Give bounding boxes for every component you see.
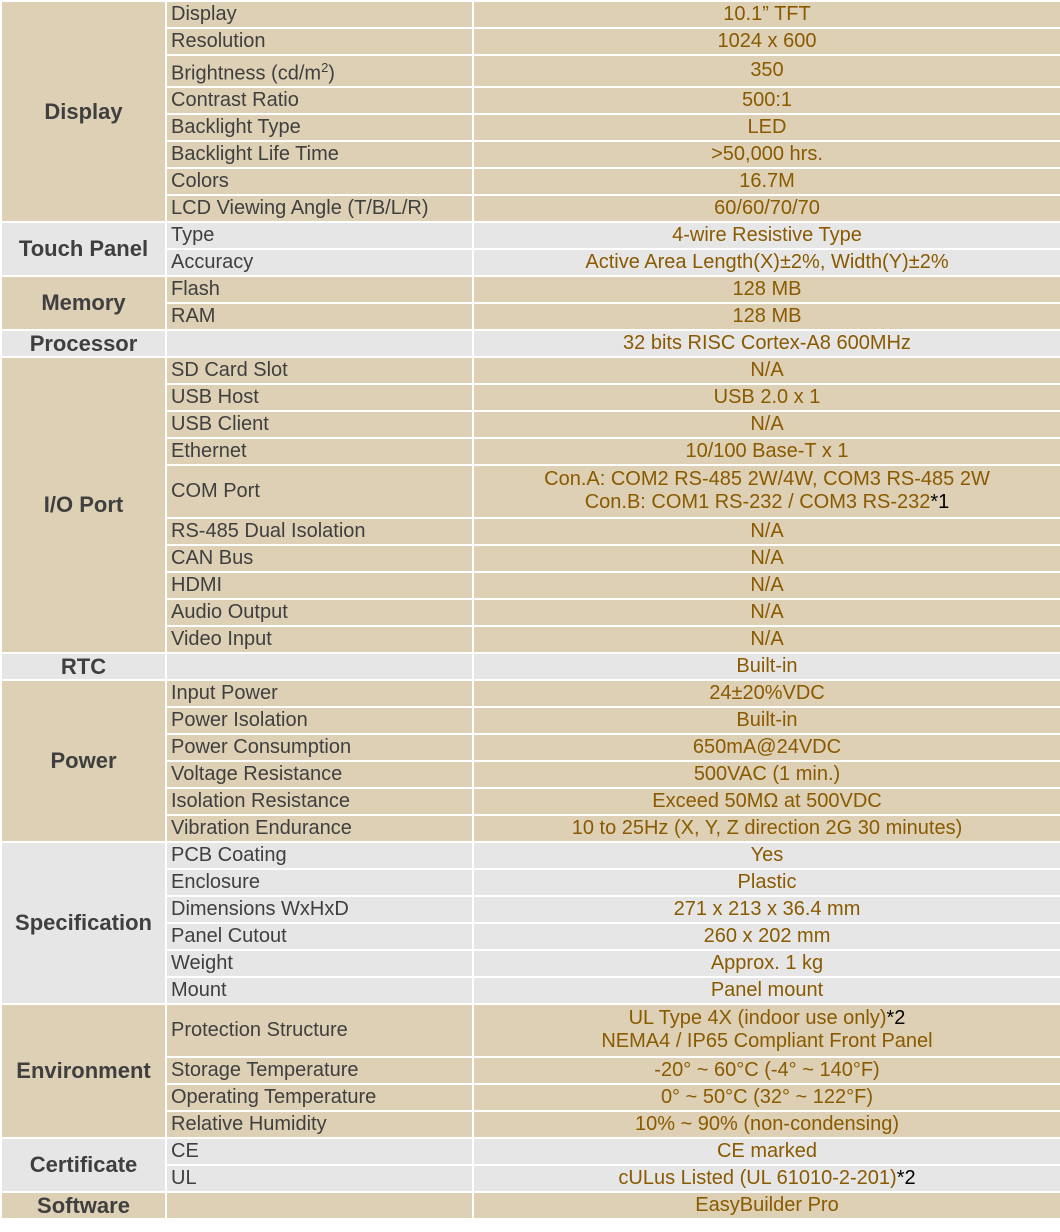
spec-value-text: 271 x 213 x 36.4 mm — [673, 897, 861, 920]
spec-label: Voltage Resistance — [166, 761, 473, 788]
spec-row — [1, 680, 1060, 707]
spec-value — [473, 923, 1060, 950]
spec-label: Mount — [166, 977, 473, 1004]
spec-value — [473, 842, 1060, 869]
spec-value-text: LED — [747, 115, 787, 138]
spec-value-text: 32 bits RISC Cortex-A8 600MHz — [623, 331, 911, 354]
spec-label-suffix: ) — [328, 62, 335, 85]
spec-label-text: Brightness (cd/m — [171, 62, 322, 85]
footnote-marker: *2 — [896, 1166, 916, 1189]
spec-label: Power Consumption — [166, 734, 473, 761]
spec-value-text: N/A — [750, 600, 784, 623]
spec-value — [473, 411, 1060, 438]
spec-value — [473, 55, 1060, 87]
spec-value-line — [478, 1030, 1056, 1053]
spec-label: Operating Temperature — [166, 1084, 473, 1111]
spec-value — [473, 357, 1060, 384]
spec-value-text: Built-in — [736, 654, 798, 677]
spec-value-text: cULus Listed (UL 61010-2-201) — [618, 1166, 897, 1189]
spec-row — [1, 1192, 1060, 1219]
spec-value-text: 500:1 — [741, 88, 793, 111]
spec-value-text: N/A — [750, 358, 784, 381]
category-i-o-port: I/O Port — [1, 357, 166, 653]
spec-value-text: 500VAC (1 min.) — [693, 762, 841, 785]
spec-label: Dimensions WxHxD — [166, 896, 473, 923]
spec-value-text: Exceed 50MΩ at 500VDC — [652, 789, 882, 812]
spec-value — [473, 545, 1060, 572]
spec-label: Type — [166, 222, 473, 249]
spec-row — [1, 1138, 1060, 1165]
spec-value-text: Approx. 1 kg — [710, 951, 824, 974]
spec-value — [473, 707, 1060, 734]
spec-value-text: Con.A: COM2 RS-485 2W/4W, COM3 RS-485 2W — [544, 468, 990, 491]
spec-value — [473, 653, 1060, 680]
spec-value — [473, 1, 1060, 28]
spec-label: Panel Cutout — [166, 923, 473, 950]
spec-label: Backlight Life Time — [166, 141, 473, 168]
spec-value-text: 60/60/70/70 — [714, 196, 820, 219]
spec-value-text: Panel mount — [710, 978, 824, 1001]
spec-label: Backlight Type — [166, 114, 473, 141]
spec-value-text: 4-wire Resistive Type — [672, 223, 862, 246]
spec-label: Isolation Resistance — [166, 788, 473, 815]
spec-row — [1, 1004, 1060, 1057]
spec-label: RS-485 Dual Isolation — [166, 518, 473, 545]
spec-value — [473, 572, 1060, 599]
spec-value — [473, 87, 1060, 114]
spec-value-text: NEMA4 / IP65 Compliant Front Panel — [601, 1030, 933, 1053]
spec-value-text: N/A — [750, 627, 784, 650]
spec-value — [473, 330, 1060, 357]
spec-value-line — [478, 468, 1056, 491]
spec-value — [473, 815, 1060, 842]
spec-value — [473, 1165, 1060, 1192]
spec-label: UL — [166, 1165, 473, 1192]
spec-value-line — [478, 1007, 1056, 1030]
spec-label: Enclosure — [166, 869, 473, 896]
spec-value-text: -20° ~ 60°C (-4° ~ 140°F) — [654, 1058, 880, 1081]
spec-value — [473, 734, 1060, 761]
spec-label: RAM — [166, 303, 473, 330]
spec-value-text: 10.1” TFT — [723, 3, 811, 25]
spec-label: USB Client — [166, 411, 473, 438]
category-processor: Processor — [1, 330, 166, 357]
spec-value — [473, 599, 1060, 626]
spec-row — [1, 222, 1060, 249]
spec-value-text: 10/100 Base-T x 1 — [685, 439, 849, 462]
spec-value — [473, 1057, 1060, 1084]
spec-value-text: 10 to 25Hz (X, Y, Z direction 2G 30 minutes) — [571, 816, 963, 839]
spec-label: PCB Coating — [166, 842, 473, 869]
category-specification: Specification — [1, 842, 166, 1004]
spec-value-text: N/A — [750, 412, 784, 435]
spec-label: Storage Temperature — [166, 1057, 473, 1084]
spec-value — [473, 1004, 1060, 1057]
spec-value — [473, 626, 1060, 653]
spec-value-text: 0° ~ 50°C (32° ~ 122°F) — [660, 1085, 874, 1108]
spec-value — [473, 1084, 1060, 1111]
spec-row — [1, 330, 1060, 357]
spec-value-text: Plastic — [737, 870, 797, 893]
spec-value — [473, 1192, 1060, 1219]
spec-value-text: 16.7M — [739, 169, 795, 192]
spec-value — [473, 788, 1060, 815]
spec-value-text: N/A — [750, 546, 784, 569]
spec-row — [1, 1, 1060, 28]
spec-value-text: Built-in — [736, 708, 798, 731]
spec-value-text: CE marked — [716, 1139, 818, 1162]
spec-value — [473, 28, 1060, 55]
spec-value — [473, 465, 1060, 518]
spec-row — [1, 357, 1060, 384]
spec-value-text: >50,000 hrs. — [711, 142, 823, 165]
spec-label: Weight — [166, 950, 473, 977]
spec-value-text: N/A — [750, 573, 784, 596]
spec-value-text: N/A — [750, 519, 784, 542]
spec-label: COM Port — [166, 465, 473, 518]
spec-value — [473, 303, 1060, 330]
spec-value — [473, 1138, 1060, 1165]
spec-value-text: 24±20%VDC — [709, 681, 825, 704]
spec-value-text: USB 2.0 x 1 — [713, 385, 821, 408]
category-environment: Environment — [1, 1004, 166, 1138]
spec-value-text: 128 MB — [732, 277, 802, 300]
spec-label — [166, 55, 473, 87]
spec-value-text: Active Area Length(X)±2%, Width(Y)±2% — [585, 250, 949, 273]
category-certificate: Certificate — [1, 1138, 166, 1192]
spec-value — [473, 222, 1060, 249]
spec-value — [473, 168, 1060, 195]
category-display: Display — [1, 1, 166, 222]
category-power: Power — [1, 680, 166, 842]
spec-label: SD Card Slot — [166, 357, 473, 384]
spec-value — [473, 950, 1060, 977]
spec-label: USB Host — [166, 384, 473, 411]
category-rtc: RTC — [1, 653, 166, 680]
spec-label: Accuracy — [166, 249, 473, 276]
spec-row — [1, 653, 1060, 680]
spec-label: Display — [166, 1, 473, 28]
spec-label: CAN Bus — [166, 545, 473, 572]
category-touch-panel: Touch Panel — [1, 222, 166, 276]
spec-label: Power Isolation — [166, 707, 473, 734]
spec-value-text: 128 MB — [732, 304, 802, 327]
spec-value — [473, 195, 1060, 222]
spec-label: Contrast Ratio — [166, 87, 473, 114]
spec-value — [473, 896, 1060, 923]
spec-value — [473, 518, 1060, 545]
spec-value-text: Con.B: COM1 RS-232 / COM3 RS-232 — [584, 491, 931, 514]
spec-label: Resolution — [166, 28, 473, 55]
spec-label: Input Power — [166, 680, 473, 707]
category-memory: Memory — [1, 276, 166, 330]
category-software: Software — [1, 1192, 166, 1219]
spec-label: Video Input — [166, 626, 473, 653]
spec-label: LCD Viewing Angle (T/B/L/R) — [166, 195, 473, 222]
spec-label: Ethernet — [166, 438, 473, 465]
footnote-marker: *2 — [886, 1007, 906, 1030]
spec-label — [166, 330, 473, 357]
spec-label: Protection Structure — [166, 1004, 473, 1057]
spec-value-text: 350 — [750, 59, 784, 82]
spec-label-superscript: 2 — [321, 60, 329, 75]
spec-value-text: 650mA@24VDC — [692, 735, 842, 758]
spec-value — [473, 680, 1060, 707]
spec-label: Colors — [166, 168, 473, 195]
spec-label — [166, 653, 473, 680]
spec-table-body — [1, 1, 1060, 1219]
spec-value-text: 1024 x 600 — [717, 30, 817, 52]
spec-row — [1, 276, 1060, 303]
spec-label — [166, 1192, 473, 1219]
spec-value — [473, 114, 1060, 141]
footnote-marker: *1 — [930, 491, 950, 514]
spec-value-line — [478, 491, 1056, 514]
spec-value — [473, 1111, 1060, 1138]
spec-value-text: UL Type 4X (indoor use only) — [628, 1007, 887, 1030]
spec-value — [473, 141, 1060, 168]
spec-value — [473, 438, 1060, 465]
spec-row — [1, 842, 1060, 869]
spec-value — [473, 249, 1060, 276]
spec-value-text: 10% ~ 90% (non-condensing) — [634, 1112, 900, 1135]
spec-label: Vibration Endurance — [166, 815, 473, 842]
spec-label: Audio Output — [166, 599, 473, 626]
spec-value — [473, 869, 1060, 896]
spec-label: Relative Humidity — [166, 1111, 473, 1138]
spec-label: Flash — [166, 276, 473, 303]
spec-value — [473, 384, 1060, 411]
spec-value — [473, 276, 1060, 303]
spec-value — [473, 761, 1060, 788]
spec-label: HDMI — [166, 572, 473, 599]
spec-value-text: Yes — [750, 843, 784, 866]
spec-value-text: 260 x 202 mm — [703, 924, 831, 947]
spec-label: CE — [166, 1138, 473, 1165]
spec-value-text: EasyBuilder Pro — [695, 1193, 839, 1216]
spec-value — [473, 977, 1060, 1004]
